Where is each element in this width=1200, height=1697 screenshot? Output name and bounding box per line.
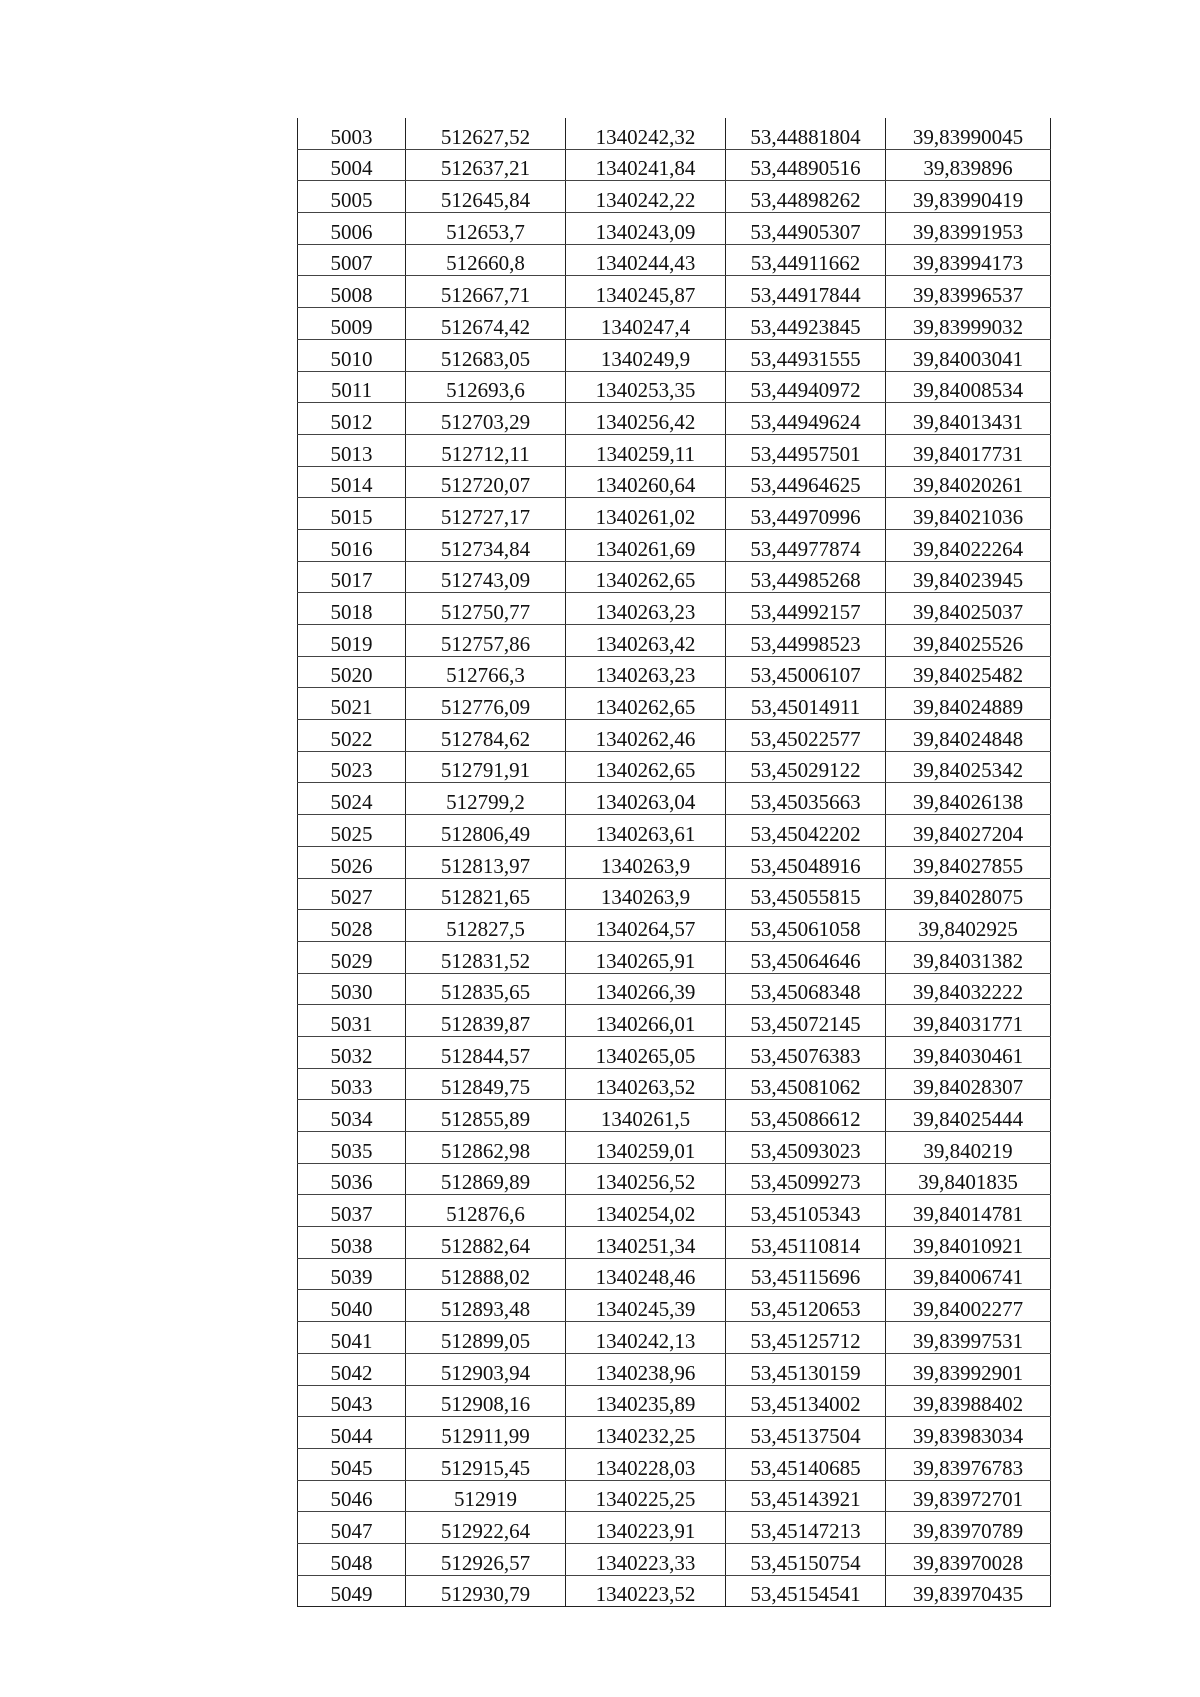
longitude-cell: 39,83990045 — [886, 118, 1051, 149]
latitude-cell: 53,45068348 — [726, 973, 886, 1005]
point-number-cell: 5003 — [298, 118, 406, 149]
longitude-cell: 39,84002277 — [886, 1290, 1051, 1322]
table-row — [298, 561, 1051, 593]
table-row — [298, 213, 1051, 245]
longitude-cell: 39,8402925 — [886, 910, 1051, 942]
point-number-cell: 5010 — [298, 339, 406, 371]
latitude-cell: 53,45048916 — [726, 846, 886, 878]
table-row — [298, 973, 1051, 1005]
latitude-cell: 53,45029122 — [726, 751, 886, 783]
table-row — [298, 1448, 1051, 1480]
x-coordinate-cell: 512839,87 — [406, 1005, 566, 1037]
point-number-cell: 5029 — [298, 941, 406, 973]
table-row — [298, 1290, 1051, 1322]
point-number-cell: 5040 — [298, 1290, 406, 1322]
point-number-cell: 5023 — [298, 751, 406, 783]
x-coordinate-cell: 512757,86 — [406, 625, 566, 657]
latitude-cell: 53,44977874 — [726, 529, 886, 561]
point-number-cell: 5048 — [298, 1543, 406, 1575]
point-number-cell: 5022 — [298, 720, 406, 752]
latitude-cell: 53,44917844 — [726, 276, 886, 308]
latitude-cell: 53,44985268 — [726, 561, 886, 593]
latitude-cell: 53,45076383 — [726, 1036, 886, 1068]
table-row — [298, 815, 1051, 847]
longitude-cell: 39,83970789 — [886, 1512, 1051, 1544]
point-number-cell: 5014 — [298, 466, 406, 498]
y-coordinate-cell: 1340266,01 — [566, 1005, 726, 1037]
x-coordinate-cell: 512743,09 — [406, 561, 566, 593]
x-coordinate-cell: 512888,02 — [406, 1258, 566, 1290]
latitude-cell: 53,44898262 — [726, 181, 886, 213]
latitude-cell: 53,44998523 — [726, 625, 886, 657]
latitude-cell: 53,45105343 — [726, 1195, 886, 1227]
y-coordinate-cell: 1340263,04 — [566, 783, 726, 815]
longitude-cell: 39,84025037 — [886, 593, 1051, 625]
latitude-cell: 53,45072145 — [726, 1005, 886, 1037]
table-row — [298, 1195, 1051, 1227]
y-coordinate-cell: 1340245,39 — [566, 1290, 726, 1322]
point-number-cell: 5041 — [298, 1322, 406, 1354]
latitude-cell: 53,45022577 — [726, 720, 886, 752]
table-row — [298, 371, 1051, 403]
table-row — [298, 878, 1051, 910]
point-number-cell: 5020 — [298, 656, 406, 688]
y-coordinate-cell: 1340241,84 — [566, 149, 726, 181]
x-coordinate-cell: 512750,77 — [406, 593, 566, 625]
point-number-cell: 5037 — [298, 1195, 406, 1227]
x-coordinate-cell: 512882,64 — [406, 1227, 566, 1259]
table-row — [298, 1163, 1051, 1195]
point-number-cell: 5016 — [298, 529, 406, 561]
latitude-cell: 53,45115696 — [726, 1258, 886, 1290]
longitude-cell: 39,84022264 — [886, 529, 1051, 561]
longitude-cell: 39,84024848 — [886, 720, 1051, 752]
longitude-cell: 39,83976783 — [886, 1448, 1051, 1480]
longitude-cell: 39,84003041 — [886, 339, 1051, 371]
point-number-cell: 5007 — [298, 244, 406, 276]
x-coordinate-cell: 512862,98 — [406, 1132, 566, 1164]
longitude-cell: 39,84027204 — [886, 815, 1051, 847]
y-coordinate-cell: 1340262,65 — [566, 751, 726, 783]
longitude-cell: 39,84030461 — [886, 1036, 1051, 1068]
x-coordinate-cell: 512683,05 — [406, 339, 566, 371]
y-coordinate-cell: 1340262,46 — [566, 720, 726, 752]
point-number-cell: 5017 — [298, 561, 406, 593]
table-row — [298, 656, 1051, 688]
table-row — [298, 466, 1051, 498]
table-row — [298, 941, 1051, 973]
point-number-cell: 5047 — [298, 1512, 406, 1544]
latitude-cell: 53,44992157 — [726, 593, 886, 625]
latitude-cell: 53,44923845 — [726, 308, 886, 340]
point-number-cell: 5031 — [298, 1005, 406, 1037]
point-number-cell: 5035 — [298, 1132, 406, 1164]
coordinates-table-body — [298, 118, 1051, 1607]
y-coordinate-cell: 1340261,5 — [566, 1100, 726, 1132]
table-row — [298, 181, 1051, 213]
table-row — [298, 1417, 1051, 1449]
y-coordinate-cell: 1340249,9 — [566, 339, 726, 371]
y-coordinate-cell: 1340225,25 — [566, 1480, 726, 1512]
y-coordinate-cell: 1340259,11 — [566, 434, 726, 466]
point-number-cell: 5009 — [298, 308, 406, 340]
table-row — [298, 688, 1051, 720]
longitude-cell: 39,83996537 — [886, 276, 1051, 308]
y-coordinate-cell: 1340223,33 — [566, 1543, 726, 1575]
table-row — [298, 1480, 1051, 1512]
longitude-cell: 39,83997531 — [886, 1322, 1051, 1354]
x-coordinate-cell: 512784,62 — [406, 720, 566, 752]
latitude-cell: 53,45154541 — [726, 1575, 886, 1607]
y-coordinate-cell: 1340263,23 — [566, 593, 726, 625]
longitude-cell: 39,83999032 — [886, 308, 1051, 340]
y-coordinate-cell: 1340263,9 — [566, 878, 726, 910]
x-coordinate-cell: 512876,6 — [406, 1195, 566, 1227]
latitude-cell: 53,44931555 — [726, 339, 886, 371]
point-number-cell: 5030 — [298, 973, 406, 1005]
y-coordinate-cell: 1340247,4 — [566, 308, 726, 340]
table-row — [298, 1575, 1051, 1607]
table-row — [298, 308, 1051, 340]
x-coordinate-cell: 512821,65 — [406, 878, 566, 910]
y-coordinate-cell: 1340266,39 — [566, 973, 726, 1005]
y-coordinate-cell: 1340259,01 — [566, 1132, 726, 1164]
x-coordinate-cell: 512835,65 — [406, 973, 566, 1005]
x-coordinate-cell: 512720,07 — [406, 466, 566, 498]
longitude-cell: 39,84027855 — [886, 846, 1051, 878]
table-row — [298, 1036, 1051, 1068]
longitude-cell: 39,84021036 — [886, 498, 1051, 530]
longitude-cell: 39,83992901 — [886, 1353, 1051, 1385]
table-row — [298, 1068, 1051, 1100]
x-coordinate-cell: 512645,84 — [406, 181, 566, 213]
point-number-cell: 5019 — [298, 625, 406, 657]
latitude-cell: 53,44890516 — [726, 149, 886, 181]
table-row — [298, 339, 1051, 371]
x-coordinate-cell: 512930,79 — [406, 1575, 566, 1607]
table-row — [298, 783, 1051, 815]
y-coordinate-cell: 1340256,52 — [566, 1163, 726, 1195]
longitude-cell: 39,84010921 — [886, 1227, 1051, 1259]
x-coordinate-cell: 512660,8 — [406, 244, 566, 276]
latitude-cell: 53,45042202 — [726, 815, 886, 847]
y-coordinate-cell: 1340261,02 — [566, 498, 726, 530]
point-number-cell: 5006 — [298, 213, 406, 245]
longitude-cell: 39,84031771 — [886, 1005, 1051, 1037]
table-row — [298, 846, 1051, 878]
y-coordinate-cell: 1340232,25 — [566, 1417, 726, 1449]
latitude-cell: 53,44970996 — [726, 498, 886, 530]
table-row — [298, 1100, 1051, 1132]
latitude-cell: 53,45134002 — [726, 1385, 886, 1417]
longitude-cell: 39,839896 — [886, 149, 1051, 181]
point-number-cell: 5021 — [298, 688, 406, 720]
y-coordinate-cell: 1340265,91 — [566, 941, 726, 973]
x-coordinate-cell: 512637,21 — [406, 149, 566, 181]
latitude-cell: 53,45147213 — [726, 1512, 886, 1544]
y-coordinate-cell: 1340256,42 — [566, 403, 726, 435]
x-coordinate-cell: 512667,71 — [406, 276, 566, 308]
point-number-cell: 5005 — [298, 181, 406, 213]
table-row — [298, 625, 1051, 657]
x-coordinate-cell: 512827,5 — [406, 910, 566, 942]
longitude-cell: 39,84013431 — [886, 403, 1051, 435]
x-coordinate-cell: 512734,84 — [406, 529, 566, 561]
table-row — [298, 529, 1051, 561]
longitude-cell: 39,84032222 — [886, 973, 1051, 1005]
x-coordinate-cell: 512703,29 — [406, 403, 566, 435]
x-coordinate-cell: 512813,97 — [406, 846, 566, 878]
point-number-cell: 5034 — [298, 1100, 406, 1132]
longitude-cell: 39,84026138 — [886, 783, 1051, 815]
longitude-cell: 39,84008534 — [886, 371, 1051, 403]
y-coordinate-cell: 1340242,32 — [566, 118, 726, 149]
y-coordinate-cell: 1340242,22 — [566, 181, 726, 213]
table-row — [298, 1353, 1051, 1385]
x-coordinate-cell: 512849,75 — [406, 1068, 566, 1100]
latitude-cell: 53,44905307 — [726, 213, 886, 245]
y-coordinate-cell: 1340223,91 — [566, 1512, 726, 1544]
table-row — [298, 434, 1051, 466]
table-row — [298, 1322, 1051, 1354]
longitude-cell: 39,84031382 — [886, 941, 1051, 973]
x-coordinate-cell: 512903,94 — [406, 1353, 566, 1385]
table-row — [298, 751, 1051, 783]
longitude-cell: 39,840219 — [886, 1132, 1051, 1164]
y-coordinate-cell: 1340263,42 — [566, 625, 726, 657]
point-number-cell: 5015 — [298, 498, 406, 530]
longitude-cell: 39,84023945 — [886, 561, 1051, 593]
x-coordinate-cell: 512627,52 — [406, 118, 566, 149]
longitude-cell: 39,83991953 — [886, 213, 1051, 245]
point-number-cell: 5013 — [298, 434, 406, 466]
table-row — [298, 244, 1051, 276]
point-number-cell: 5038 — [298, 1227, 406, 1259]
latitude-cell: 53,44964625 — [726, 466, 886, 498]
y-coordinate-cell: 1340244,43 — [566, 244, 726, 276]
point-number-cell: 5026 — [298, 846, 406, 878]
latitude-cell: 53,44949624 — [726, 403, 886, 435]
y-coordinate-cell: 1340265,05 — [566, 1036, 726, 1068]
latitude-cell: 53,45099273 — [726, 1163, 886, 1195]
longitude-cell: 39,83970435 — [886, 1575, 1051, 1607]
x-coordinate-cell: 512911,99 — [406, 1417, 566, 1449]
y-coordinate-cell: 1340262,65 — [566, 561, 726, 593]
point-number-cell: 5033 — [298, 1068, 406, 1100]
point-number-cell: 5025 — [298, 815, 406, 847]
latitude-cell: 53,45064646 — [726, 941, 886, 973]
y-coordinate-cell: 1340235,89 — [566, 1385, 726, 1417]
latitude-cell: 53,44940972 — [726, 371, 886, 403]
y-coordinate-cell: 1340263,23 — [566, 656, 726, 688]
longitude-cell: 39,84014781 — [886, 1195, 1051, 1227]
latitude-cell: 53,45081062 — [726, 1068, 886, 1100]
table-row — [298, 1132, 1051, 1164]
table-row — [298, 593, 1051, 625]
x-coordinate-cell: 512653,7 — [406, 213, 566, 245]
point-number-cell: 5046 — [298, 1480, 406, 1512]
point-number-cell: 5036 — [298, 1163, 406, 1195]
y-coordinate-cell: 1340260,64 — [566, 466, 726, 498]
x-coordinate-cell: 512712,11 — [406, 434, 566, 466]
latitude-cell: 53,45130159 — [726, 1353, 886, 1385]
y-coordinate-cell: 1340254,02 — [566, 1195, 726, 1227]
longitude-cell: 39,84025526 — [886, 625, 1051, 657]
x-coordinate-cell: 512926,57 — [406, 1543, 566, 1575]
y-coordinate-cell: 1340228,03 — [566, 1448, 726, 1480]
longitude-cell: 39,84028075 — [886, 878, 1051, 910]
x-coordinate-cell: 512799,2 — [406, 783, 566, 815]
point-number-cell: 5042 — [298, 1353, 406, 1385]
point-number-cell: 5044 — [298, 1417, 406, 1449]
point-number-cell: 5024 — [298, 783, 406, 815]
longitude-cell: 39,83972701 — [886, 1480, 1051, 1512]
table-row — [298, 720, 1051, 752]
table-row — [298, 1385, 1051, 1417]
x-coordinate-cell: 512915,45 — [406, 1448, 566, 1480]
longitude-cell: 39,84024889 — [886, 688, 1051, 720]
y-coordinate-cell: 1340261,69 — [566, 529, 726, 561]
latitude-cell: 53,45110814 — [726, 1227, 886, 1259]
x-coordinate-cell: 512727,17 — [406, 498, 566, 530]
x-coordinate-cell: 512855,89 — [406, 1100, 566, 1132]
x-coordinate-cell: 512893,48 — [406, 1290, 566, 1322]
latitude-cell: 53,45035663 — [726, 783, 886, 815]
y-coordinate-cell: 1340238,96 — [566, 1353, 726, 1385]
longitude-cell: 39,84017731 — [886, 434, 1051, 466]
x-coordinate-cell: 512776,09 — [406, 688, 566, 720]
latitude-cell: 53,45137504 — [726, 1417, 886, 1449]
latitude-cell: 53,45055815 — [726, 878, 886, 910]
point-number-cell: 5028 — [298, 910, 406, 942]
table-row — [298, 498, 1051, 530]
point-number-cell: 5027 — [298, 878, 406, 910]
latitude-cell: 53,44957501 — [726, 434, 886, 466]
table-row — [298, 1512, 1051, 1544]
latitude-cell: 53,45125712 — [726, 1322, 886, 1354]
table-row — [298, 1227, 1051, 1259]
table-row — [298, 910, 1051, 942]
longitude-cell: 39,83990419 — [886, 181, 1051, 213]
point-number-cell: 5012 — [298, 403, 406, 435]
x-coordinate-cell: 512844,57 — [406, 1036, 566, 1068]
y-coordinate-cell: 1340251,34 — [566, 1227, 726, 1259]
latitude-cell: 53,45140685 — [726, 1448, 886, 1480]
latitude-cell: 53,44911662 — [726, 244, 886, 276]
x-coordinate-cell: 512674,42 — [406, 308, 566, 340]
x-coordinate-cell: 512806,49 — [406, 815, 566, 847]
latitude-cell: 53,44881804 — [726, 118, 886, 149]
latitude-cell: 53,45150754 — [726, 1543, 886, 1575]
latitude-cell: 53,45120653 — [726, 1290, 886, 1322]
longitude-cell: 39,84025444 — [886, 1100, 1051, 1132]
longitude-cell: 39,84020261 — [886, 466, 1051, 498]
longitude-cell: 39,84025482 — [886, 656, 1051, 688]
y-coordinate-cell: 1340263,61 — [566, 815, 726, 847]
latitude-cell: 53,45061058 — [726, 910, 886, 942]
y-coordinate-cell: 1340245,87 — [566, 276, 726, 308]
point-number-cell: 5004 — [298, 149, 406, 181]
longitude-cell: 39,83988402 — [886, 1385, 1051, 1417]
point-number-cell: 5011 — [298, 371, 406, 403]
x-coordinate-cell: 512693,6 — [406, 371, 566, 403]
x-coordinate-cell: 512922,64 — [406, 1512, 566, 1544]
table-row — [298, 1258, 1051, 1290]
y-coordinate-cell: 1340262,65 — [566, 688, 726, 720]
longitude-cell: 39,83983034 — [886, 1417, 1051, 1449]
y-coordinate-cell: 1340242,13 — [566, 1322, 726, 1354]
point-number-cell: 5049 — [298, 1575, 406, 1607]
y-coordinate-cell: 1340263,9 — [566, 846, 726, 878]
point-number-cell: 5032 — [298, 1036, 406, 1068]
longitude-cell: 39,83994173 — [886, 244, 1051, 276]
x-coordinate-cell: 512908,16 — [406, 1385, 566, 1417]
point-number-cell: 5043 — [298, 1385, 406, 1417]
coordinates-table — [297, 118, 1051, 1607]
y-coordinate-cell: 1340243,09 — [566, 213, 726, 245]
latitude-cell: 53,45006107 — [726, 656, 886, 688]
table-row — [298, 276, 1051, 308]
longitude-cell: 39,84025342 — [886, 751, 1051, 783]
point-number-cell: 5045 — [298, 1448, 406, 1480]
y-coordinate-cell: 1340248,46 — [566, 1258, 726, 1290]
point-number-cell: 5039 — [298, 1258, 406, 1290]
x-coordinate-cell: 512766,3 — [406, 656, 566, 688]
y-coordinate-cell: 1340263,52 — [566, 1068, 726, 1100]
table-row — [298, 1543, 1051, 1575]
x-coordinate-cell: 512791,91 — [406, 751, 566, 783]
table-row — [298, 403, 1051, 435]
table-row — [298, 118, 1051, 149]
latitude-cell: 53,45014911 — [726, 688, 886, 720]
x-coordinate-cell: 512869,89 — [406, 1163, 566, 1195]
x-coordinate-cell: 512919 — [406, 1480, 566, 1512]
x-coordinate-cell: 512831,52 — [406, 941, 566, 973]
longitude-cell: 39,83970028 — [886, 1543, 1051, 1575]
point-number-cell: 5008 — [298, 276, 406, 308]
latitude-cell: 53,45143921 — [726, 1480, 886, 1512]
table-row — [298, 1005, 1051, 1037]
longitude-cell: 39,84006741 — [886, 1258, 1051, 1290]
y-coordinate-cell: 1340264,57 — [566, 910, 726, 942]
table-row — [298, 149, 1051, 181]
y-coordinate-cell: 1340223,52 — [566, 1575, 726, 1607]
latitude-cell: 53,45086612 — [726, 1100, 886, 1132]
y-coordinate-cell: 1340253,35 — [566, 371, 726, 403]
latitude-cell: 53,45093023 — [726, 1132, 886, 1164]
longitude-cell: 39,8401835 — [886, 1163, 1051, 1195]
longitude-cell: 39,84028307 — [886, 1068, 1051, 1100]
x-coordinate-cell: 512899,05 — [406, 1322, 566, 1354]
point-number-cell: 5018 — [298, 593, 406, 625]
